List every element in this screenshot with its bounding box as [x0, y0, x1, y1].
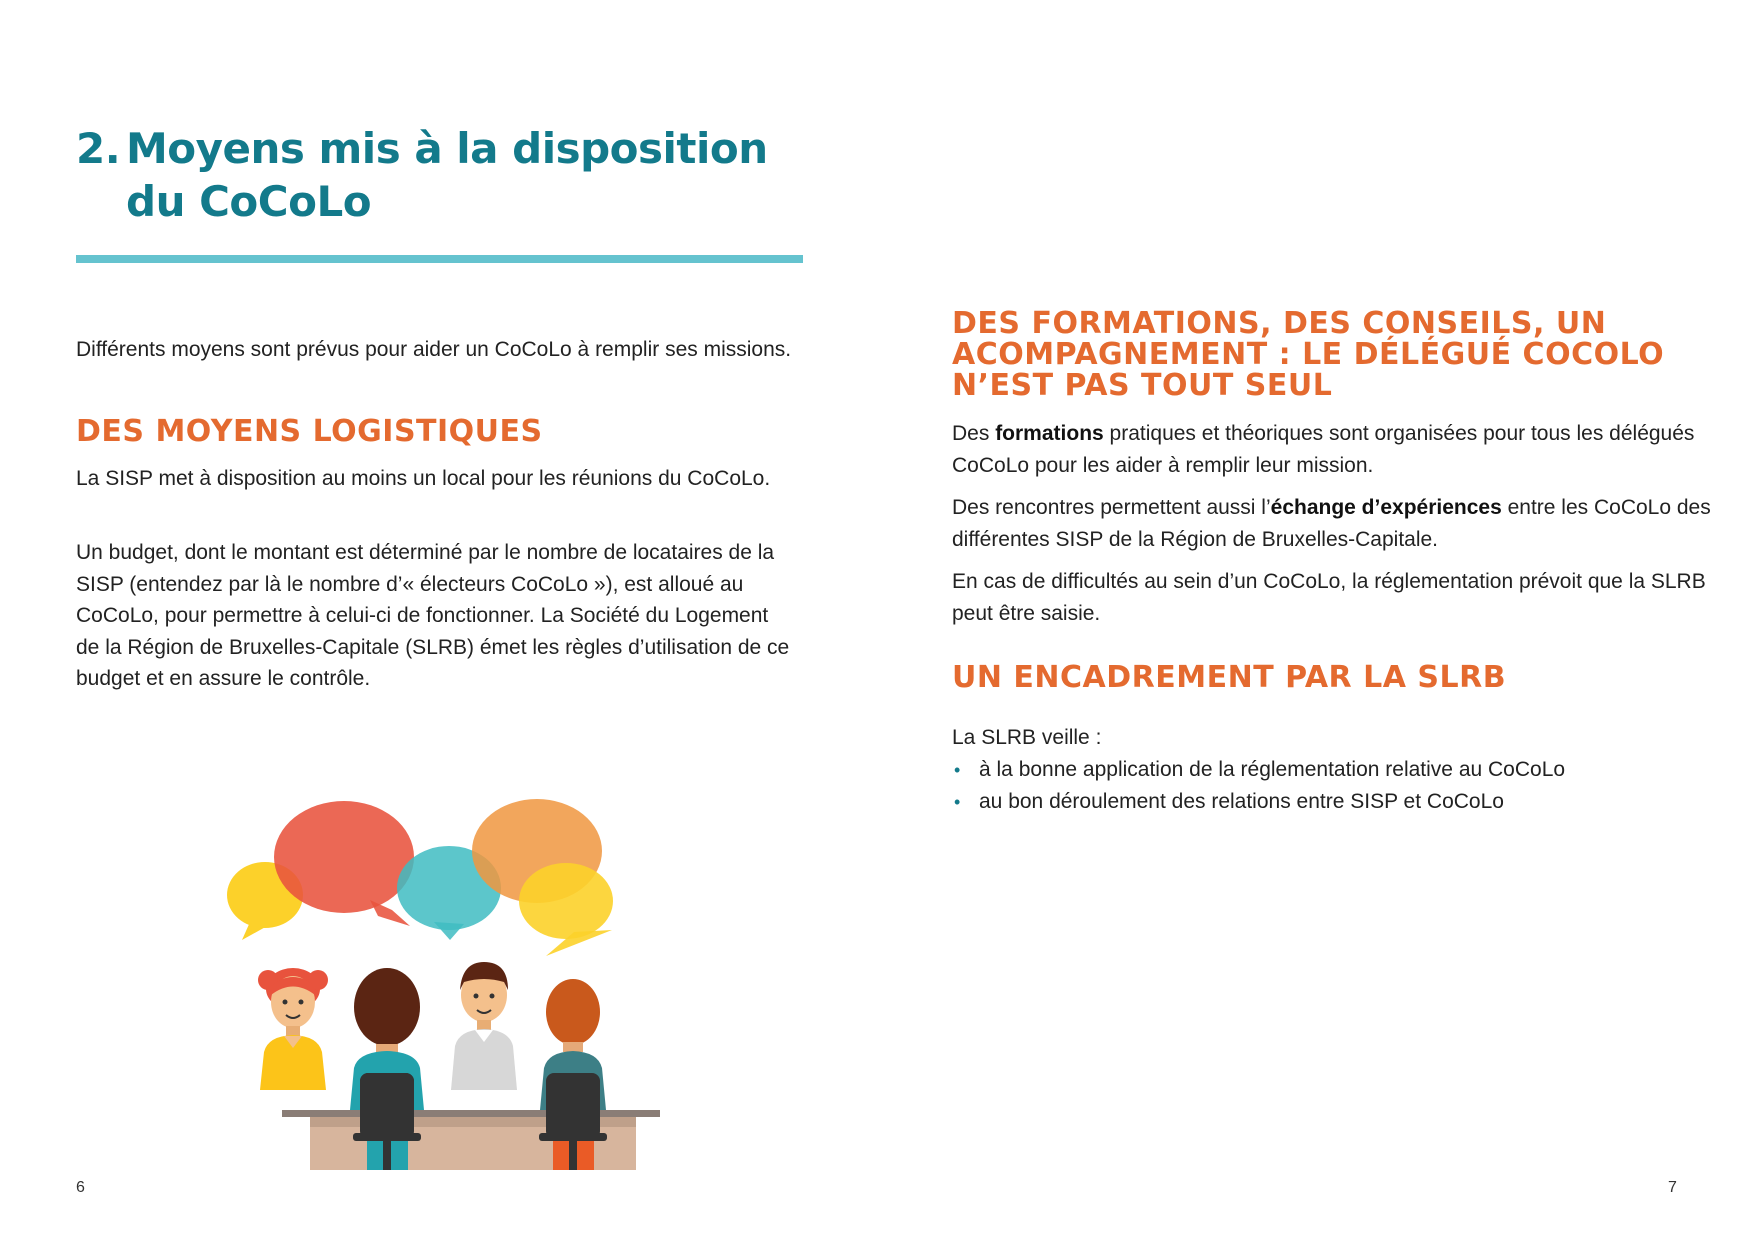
chapter-title-line2: du CoCoLo: [126, 177, 372, 226]
bold-text-formations: formations: [995, 422, 1104, 445]
list-item: [952, 754, 1565, 786]
title-divider: [76, 255, 803, 263]
text-run: entre les CoCoLo des différentes SISP de la Région de Bruxelles-Capitale.: [952, 496, 1711, 551]
right-page: [874, 0, 1749, 1241]
text-run: pratiques et théoriques sont organisées pour tous les délégués CoCoLo pour les aider à remplir leur mission.: [952, 422, 1695, 477]
veille-intro: La SLRB veille :: [952, 726, 1102, 749]
formations-paragraph-1: [952, 418, 1732, 481]
bullet-icon: •: [954, 760, 961, 780]
text-run: Des rencontres permettent aussi l’: [952, 496, 1271, 519]
logistics-paragraph-budget: Un budget, dont le montant est déterminé par le nombre de locataires de la SISP (entendez par là le nombre d’« électeurs CoCoLo »), est alloué au CoCoLo, pour permettre à celui-ci de fonctionner. La Société du Logement de la Région de Bruxelles-Capitale (SLRB) émet les règles d’utilisation de ce budget et en assure le contrôle.: [76, 541, 790, 690]
chapter-number: 2.: [76, 124, 121, 173]
bullet-icon: •: [954, 792, 961, 812]
veille-list: [952, 754, 1565, 818]
page-number-right: 7: [1668, 1179, 1677, 1196]
list-item-text: au bon déroulement des relations entre SISP et CoCoLo: [979, 790, 1504, 813]
intro-paragraph: Différents moyens sont prévus pour aider un CoCoLo à remplir ses missions.: [76, 338, 792, 361]
formations-paragraph-2: [952, 492, 1732, 555]
meeting-people-speech-bubbles-icon: [220, 790, 660, 1170]
formations-heading: DES FORMATIONS, DES CONSEILS, UN ACOMPAGNEMENT : LE DÉLÉGUÉ COCOLO N’EST PAS TOUT SEUL: [952, 306, 1665, 403]
logistics-paragraph-local: La SISP met à disposition au moins un local pour les réunions du CoCoLo.: [76, 467, 771, 490]
left-page: [0, 0, 874, 1241]
list-item-text: à la bonne application de la réglementation relative au CoCoLo: [979, 758, 1566, 781]
page-number-left: 6: [76, 1179, 85, 1196]
logistics-heading: DES MOYENS LOGISTIQUES: [76, 414, 543, 449]
chapter-title-line1: Moyens mis à la disposition: [126, 124, 768, 173]
chapter-title: [76, 122, 768, 228]
text-run: Des: [952, 422, 996, 445]
list-item: [952, 786, 1565, 818]
encadrement-heading: UN ENCADREMENT PAR LA SLRB: [952, 660, 1507, 695]
bold-text-echange: échange d’expériences: [1270, 496, 1502, 519]
formations-paragraph-3: En cas de difficultés au sein d’un CoCoLo, la réglementation prévoit que la SLRB peut être saisie.: [952, 570, 1706, 625]
